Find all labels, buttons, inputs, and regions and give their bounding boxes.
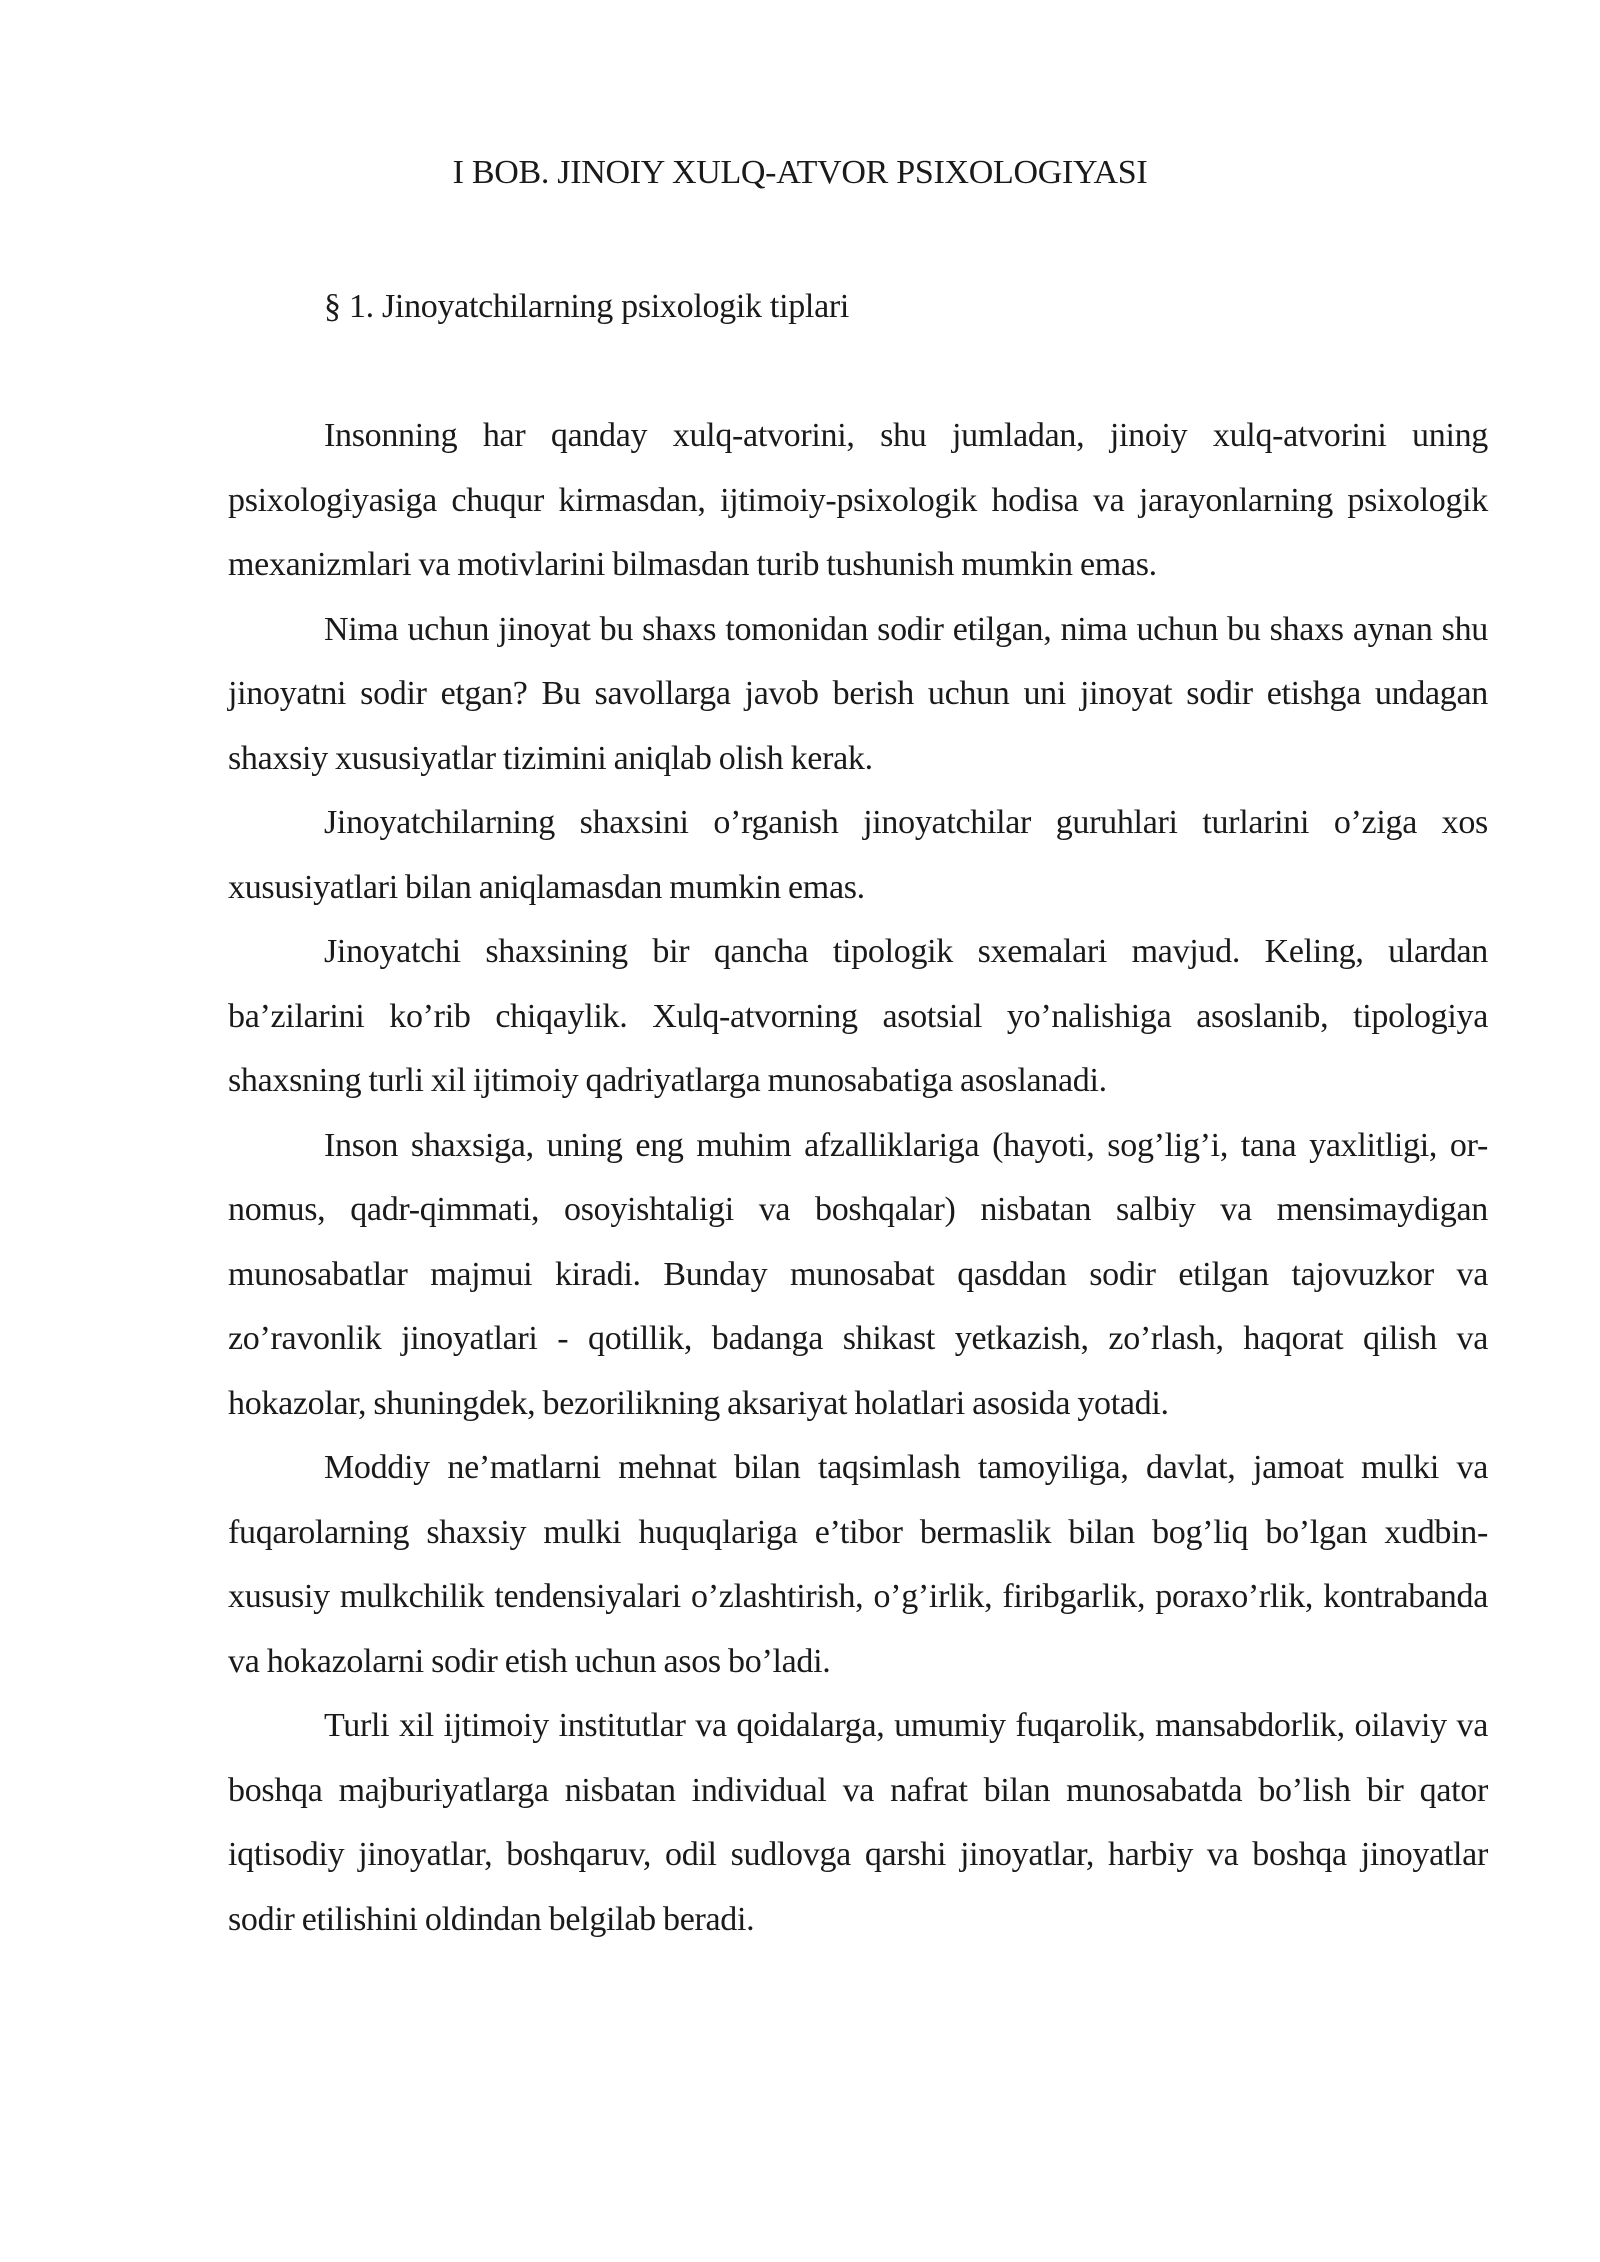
paragraph-6: Moddiy ne’matlarni mehnat bilan taqsimlash tamoyiliga, davlat, jamoat mulki va fuqarolarning shaxsiy mulki huquqlariga e’tibor bermaslik bilan bog’liq bo’lgan xudbin-xususiy mulkchilik tendensiyalari o’zlashtirish, o’g’irlik, firibgarlik, poraxo’rlik, kontrabanda va hokazolarni sodir etish uchun asos bo’ladi.	[228, 1449, 1488, 1680]
paragraph-3: Jinoyatchilarning shaxsini o’rganish jinoyatchilar guruhlari turlarini o’ziga xos xususiyatlari bilan aniqlamasdan mumkin emas.	[228, 804, 1488, 906]
chapter-title: I BOB. JINOIY XULQ-ATVOR PSIXOLOGIYASI	[452, 154, 1148, 191]
paragraph-1: Insonning har qanday xulq-atvorini, shu jumladan, jinoiy xulq-atvorini uning psixologiyasiga chuqur kirmasdan, ijtimoiy-psixologik hodisa va jarayonlarning psixologik mexanizmlari va motivlarini bilmasdan turib tushunish mumkin emas.	[228, 417, 1488, 583]
paragraph-2: Nima uchun jinoyat bu shaxs tomonidan sodir etilgan, nima uchun bu shaxs aynan shu jinoyatni sodir etgan? Bu savollarga javob berish uchun uni jinoyat sodir etishga undagan shaxsiy xususiyatlar tizimini aniqlab olish kerak.	[228, 610, 1488, 777]
body-text	[228, 404, 1488, 1952]
paragraph-7: Turli xil ijtimoiy institutlar va qoidalarga, umumiy fuqarolik, mansabdorlik, oilaviy va boshqa majburiyatlarga nisbatan individual va nafrat bilan munosabatda bo’lish bir qator iqtisodiy jinoyatlar, boshqaruv, odil sudlovga qarshi jinoyatlar, harbiy va boshqa jinoyatlar sodir etilishini oldindan belgilab beradi.	[228, 1707, 1488, 1938]
paragraph-4: Jinoyatchi shaxsining bir qancha tipologik sxemalari mavjud. Keling, ulardan ba’zilarini ko’rib chiqaylik. Xulq-atvorning asotsial yo’nalishiga asoslanib, tipologiya shaxsning turli xil ijtimoiy qadriyatlarga munosabatiga asoslanadi.	[228, 933, 1488, 1099]
section-title: § 1. Jinoyatchilarning psixologik tiplari	[324, 288, 850, 325]
paragraph-5: Inson shaxsiga, uning eng muhim afzalliklariga (hayoti, sog’lig’i, tana yaxlitligi, or-nomus, qadr-qimmati, osoyishtaligi va boshqalar) nisbatan salbiy va mensimaydigan munosabatlar majmui kiradi. Bunday munosabat qasddan sodir etilgan tajovuzkor va zo’ravonlik jinoyatlari - qotillik, badanga shikast yetkazish, zo’rlash, haqorat qilish va hokazolar, shuningdek, bezorilikning aksariyat holatlari asosida yotadi.	[228, 1126, 1488, 1422]
